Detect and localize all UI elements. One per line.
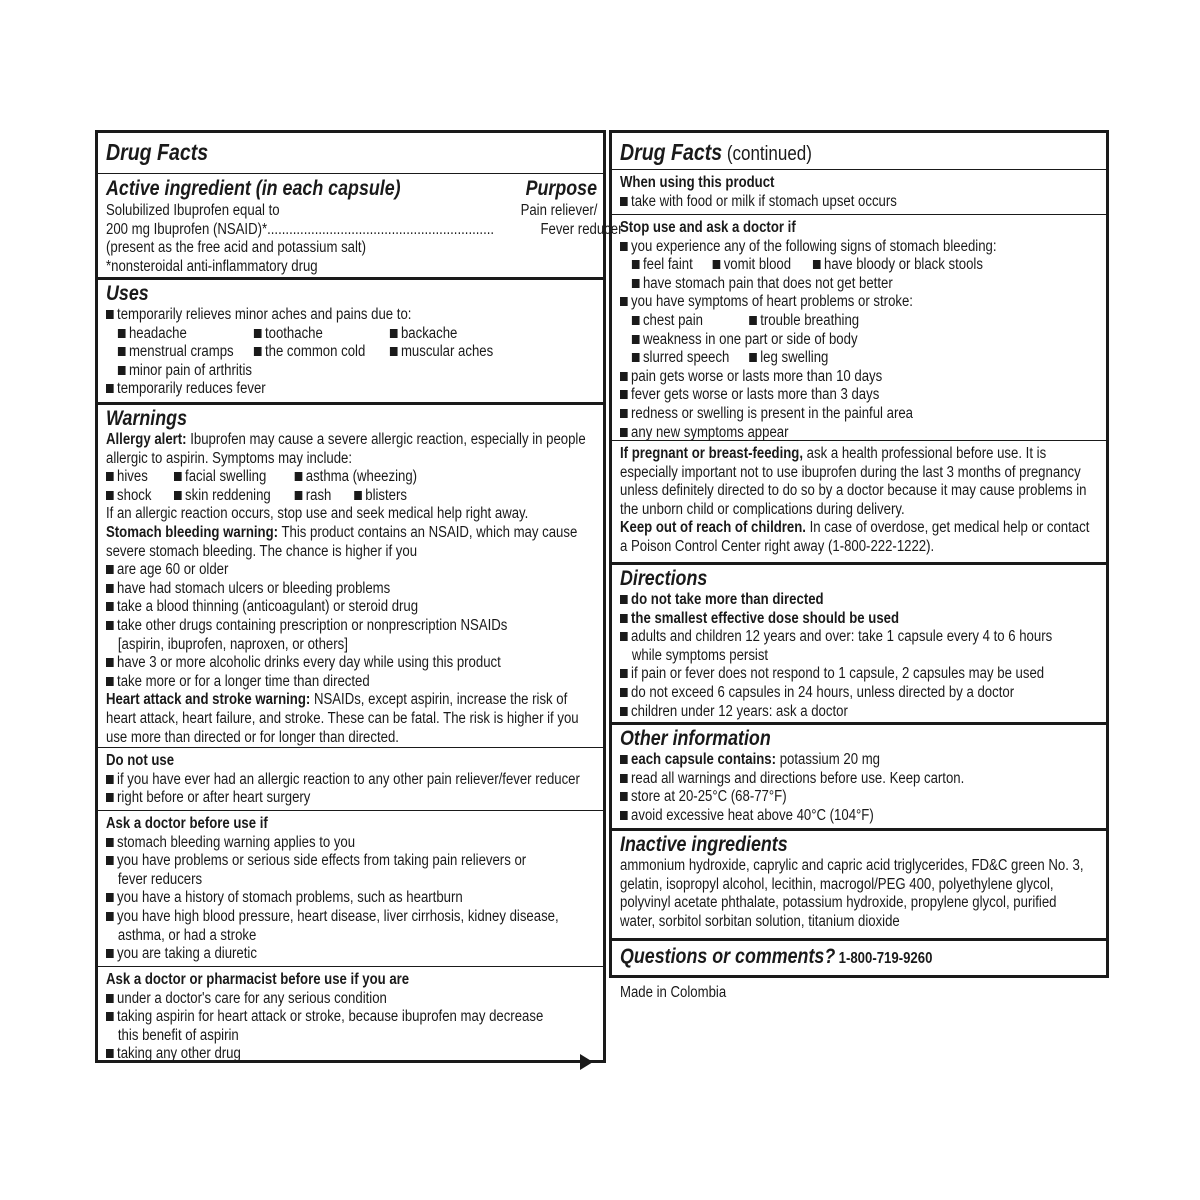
- drug-facts-title-section: [98, 133, 603, 173]
- inactive-ingredients-line: gelatin, isopropyl alcohol, lecithin, macrogol/PEG 400, polyethylene glycol,: [620, 875, 1054, 893]
- inactive-ingredients-line: water, sorbitol sorbitan solution, titanium dioxide: [620, 912, 900, 930]
- do-not-use-item: right before or after heart surgery: [106, 789, 528, 808]
- other-information-item: each capsule contains: potassium 20 mg: [620, 751, 1033, 770]
- active-ingredient-heading: Active ingredient (in each capsule): [106, 177, 401, 200]
- allergy-after: If an allergic reaction occurs, stop use and seek medical help right away.: [106, 505, 529, 523]
- directions-item: do not take more than directed: [620, 591, 1033, 610]
- active-line2: 200 mg Ibuprofen (NSAID)*..............................................................: [106, 220, 495, 238]
- stomach-item: take a blood thinning (anticoagulant) or steroid drug: [106, 598, 528, 617]
- active-line3: (present as the free acid and potassium salt): [106, 239, 366, 257]
- pregnant-line4: the unborn child or complications during delivery.: [620, 500, 905, 518]
- purpose-heading: Purpose: [525, 177, 597, 200]
- uses-extra: minor pain of arthritis: [106, 362, 528, 381]
- uses-grid-row2: menstrual cramps the common cold muscular aches: [106, 343, 528, 362]
- ask-pharmacist-item-cont: this benefit of aspirin: [117, 1026, 239, 1044]
- when-using-item: take with food or milk if stomach upset occurs: [620, 193, 1033, 212]
- questions-heading: Questions or comments?: [620, 945, 836, 968]
- drug-facts-continued-section: [612, 133, 1106, 169]
- other-information-heading: Other information: [620, 727, 771, 750]
- stop-use-item: any new symptoms appear: [620, 424, 1033, 443]
- directions-item: if pain or fever does not respond to 1 capsule, 2 capsules may be used: [620, 665, 1033, 684]
- stomach-item: take other drugs containing prescription or nonprescription NSAIDs: [106, 617, 528, 636]
- made-in-note: Made in Colombia: [620, 984, 727, 1001]
- other-information-item: store at 20-25°C (68-77°F): [620, 788, 1033, 807]
- uses-grid-row1: headache toothache backache: [106, 325, 528, 344]
- ask-doctor-item-cont: fever reducers: [117, 870, 203, 888]
- active-line4: *nonsteroidal anti-inflammatory drug: [106, 257, 318, 275]
- ask-pharmacist-item: taking aspirin for heart attack or stroke, because ibuprofen may decrease: [106, 1008, 528, 1027]
- ask-doctor-item: you are taking a diuretic: [106, 945, 528, 964]
- ask-doctor-item: you have high blood pressure, heart disease, liver cirrhosis, kidney disease,: [106, 908, 528, 927]
- uses-last: temporarily reduces fever: [106, 380, 528, 399]
- allergy-symptoms-row2: shock skin reddening rash blisters: [106, 487, 528, 506]
- uses-heading: Uses: [106, 282, 149, 305]
- stop-use-sub-row: slurred speech leg swelling: [620, 349, 1033, 368]
- pregnant-line3: unless definitely directed to do so by a doctor because it may cause problems in: [620, 482, 1087, 500]
- drug-facts-continued-title: Drug Facts (continued): [620, 139, 812, 165]
- purpose-line2: Fever reducer: [540, 220, 623, 238]
- directions-item: do not exceed 6 capsules in 24 hours, unless directed by a doctor: [620, 684, 1033, 703]
- allergy-symptoms-row1: hives facial swelling asthma (wheezing): [106, 468, 528, 487]
- continue-arrow-icon: [580, 1054, 593, 1070]
- active-ingredient-section: [98, 173, 623, 277]
- heart-warning-line2: heart attack, heart failure, and stroke. These can be fatal. The risk is higher if you: [106, 709, 579, 727]
- drug-facts-left-panel: [95, 130, 623, 1063]
- do-not-use-item: if you have ever had an allergic reaction to any other pain reliever/fever reducer: [106, 771, 528, 790]
- active-line1: Solubilized Ibuprofen equal to: [106, 202, 280, 219]
- stop-use-sub-row: chest pain trouble breathing: [620, 312, 1033, 331]
- ask-pharmacist-item: under a doctor's care for any serious condition: [106, 990, 528, 1009]
- ask-pharmacist-item: taking any other drug: [106, 1045, 528, 1064]
- stop-use-item: you experience any of the following signs of stomach bleeding:: [620, 238, 1033, 257]
- stomach-item: take more or for a longer time than directed: [106, 673, 528, 692]
- stop-use-heading: Stop use and ask a doctor if: [620, 219, 796, 236]
- stomach-item: are age 60 or older: [106, 561, 528, 580]
- ask-doctor-heading: Ask a doctor before use if: [106, 815, 268, 832]
- stop-use-item: redness or swelling is present in the painful area: [620, 405, 1033, 424]
- directions-heading: Directions: [620, 567, 708, 590]
- other-information-item: read all warnings and directions before use. Keep carton.: [620, 770, 1033, 789]
- inactive-ingredients-line: polyvinyl acetate phthalate, potassium hydroxide, propylene glycol, purified: [620, 894, 1057, 912]
- warnings-section: [98, 402, 603, 747]
- ask-doctor-item: stomach bleeding warning applies to you: [106, 834, 528, 853]
- drug-facts-title: Drug Facts: [106, 139, 209, 165]
- stop-use-item: pain gets worse or lasts more than 10 days: [620, 368, 1033, 387]
- ask-doctor-item: you have a history of stomach problems, such as heartburn: [106, 889, 528, 908]
- do-not-use-section: [98, 747, 603, 810]
- stomach-item-cont: [aspirin, ibuprofen, naproxen, or others]: [117, 635, 348, 653]
- do-not-use-heading: Do not use: [106, 752, 175, 769]
- pregnant-section: [612, 440, 1106, 562]
- stop-use-item: you have symptoms of heart problems or stroke:: [620, 293, 1033, 312]
- ask-doctor-item: you have problems or serious side effects from taking pain relievers or: [106, 852, 528, 871]
- other-information-section: [612, 722, 1106, 828]
- directions-item-cont: while symptoms persist: [631, 646, 769, 664]
- directions-item: the smallest effective dose should be used: [620, 610, 1033, 629]
- when-using-heading: When using this product: [620, 174, 775, 191]
- stop-use-sub: have stomach pain that does not get better: [620, 275, 1033, 294]
- heart-warning-line1: Heart attack and stroke warning: NSAIDs, except aspirin, increase the risk of: [106, 691, 568, 709]
- stomach-warning-line2: severe stomach bleeding. The chance is higher if you: [106, 542, 418, 560]
- heart-warning-line3: use more than directed or for longer than directed.: [106, 728, 399, 746]
- warnings-heading: Warnings: [106, 407, 188, 430]
- uses-section: [98, 277, 603, 402]
- pregnant-line2: especially important not to use ibuprofen during the last 3 months of pregnancy: [620, 463, 1081, 481]
- stomach-warning-line1: Stomach bleeding warning: This product contains an NSAID, which may cause: [106, 523, 578, 541]
- stop-use-section: [612, 214, 1106, 440]
- stomach-item: have 3 or more alcoholic drinks every day while using this product: [106, 654, 528, 673]
- inactive-ingredients-line: ammonium hydroxide, caprylic and capric acid triglycerides, FD&C green No. 3,: [620, 857, 1084, 874]
- stop-use-sub-row: feel faint vomit blood have bloody or black stools: [620, 256, 1033, 275]
- stomach-item: have had stomach ulcers or bleeding problems: [106, 580, 528, 599]
- stop-use-item: fever gets worse or lasts more than 3 days: [620, 386, 1033, 405]
- ask-doctor-section: [98, 810, 603, 966]
- ask-doctor-item-cont: asthma, or had a stroke: [117, 926, 257, 944]
- pregnant-line1: If pregnant or breast-feeding, ask a health professional before use. It is: [620, 445, 1047, 462]
- inactive-ingredients-section: [612, 828, 1106, 938]
- purpose-line1: Pain reliever/: [520, 202, 597, 219]
- ask-pharmacist-heading: Ask a doctor or pharmacist before use if you are: [106, 971, 410, 988]
- ask-pharmacist-section: [98, 966, 603, 1076]
- directions-section: [612, 562, 1106, 722]
- inactive-ingredients-heading: Inactive ingredients: [620, 833, 788, 856]
- directions-item: children under 12 years: ask a doctor: [620, 703, 1033, 722]
- allergy-alert-line1: Allergy alert: Ibuprofen may cause a severe allergic reaction, especially in people: [106, 431, 586, 448]
- keep-out-line2: a Poison Control Center right away (1-800-222-1222).: [620, 537, 935, 555]
- when-using-section: [612, 169, 1106, 214]
- stop-use-sub: weakness in one part or side of body: [620, 331, 1033, 350]
- directions-item: adults and children 12 years and over: take 1 capsule every 4 to 6 hours: [620, 628, 1033, 647]
- questions-section: [612, 938, 1106, 975]
- keep-out-line1: Keep out of reach of children. In case of overdose, get medical help or contact: [620, 519, 1090, 537]
- uses-intro: temporarily relieves minor aches and pains due to:: [106, 306, 528, 325]
- drug-facts-right-panel: [609, 130, 1109, 978]
- other-information-item: avoid excessive heat above 40°C (104°F): [620, 807, 1033, 826]
- questions-phone: 1-800-719-9260: [838, 950, 933, 967]
- allergy-alert-line2: allergic to aspirin. Symptoms may include:: [106, 449, 353, 467]
